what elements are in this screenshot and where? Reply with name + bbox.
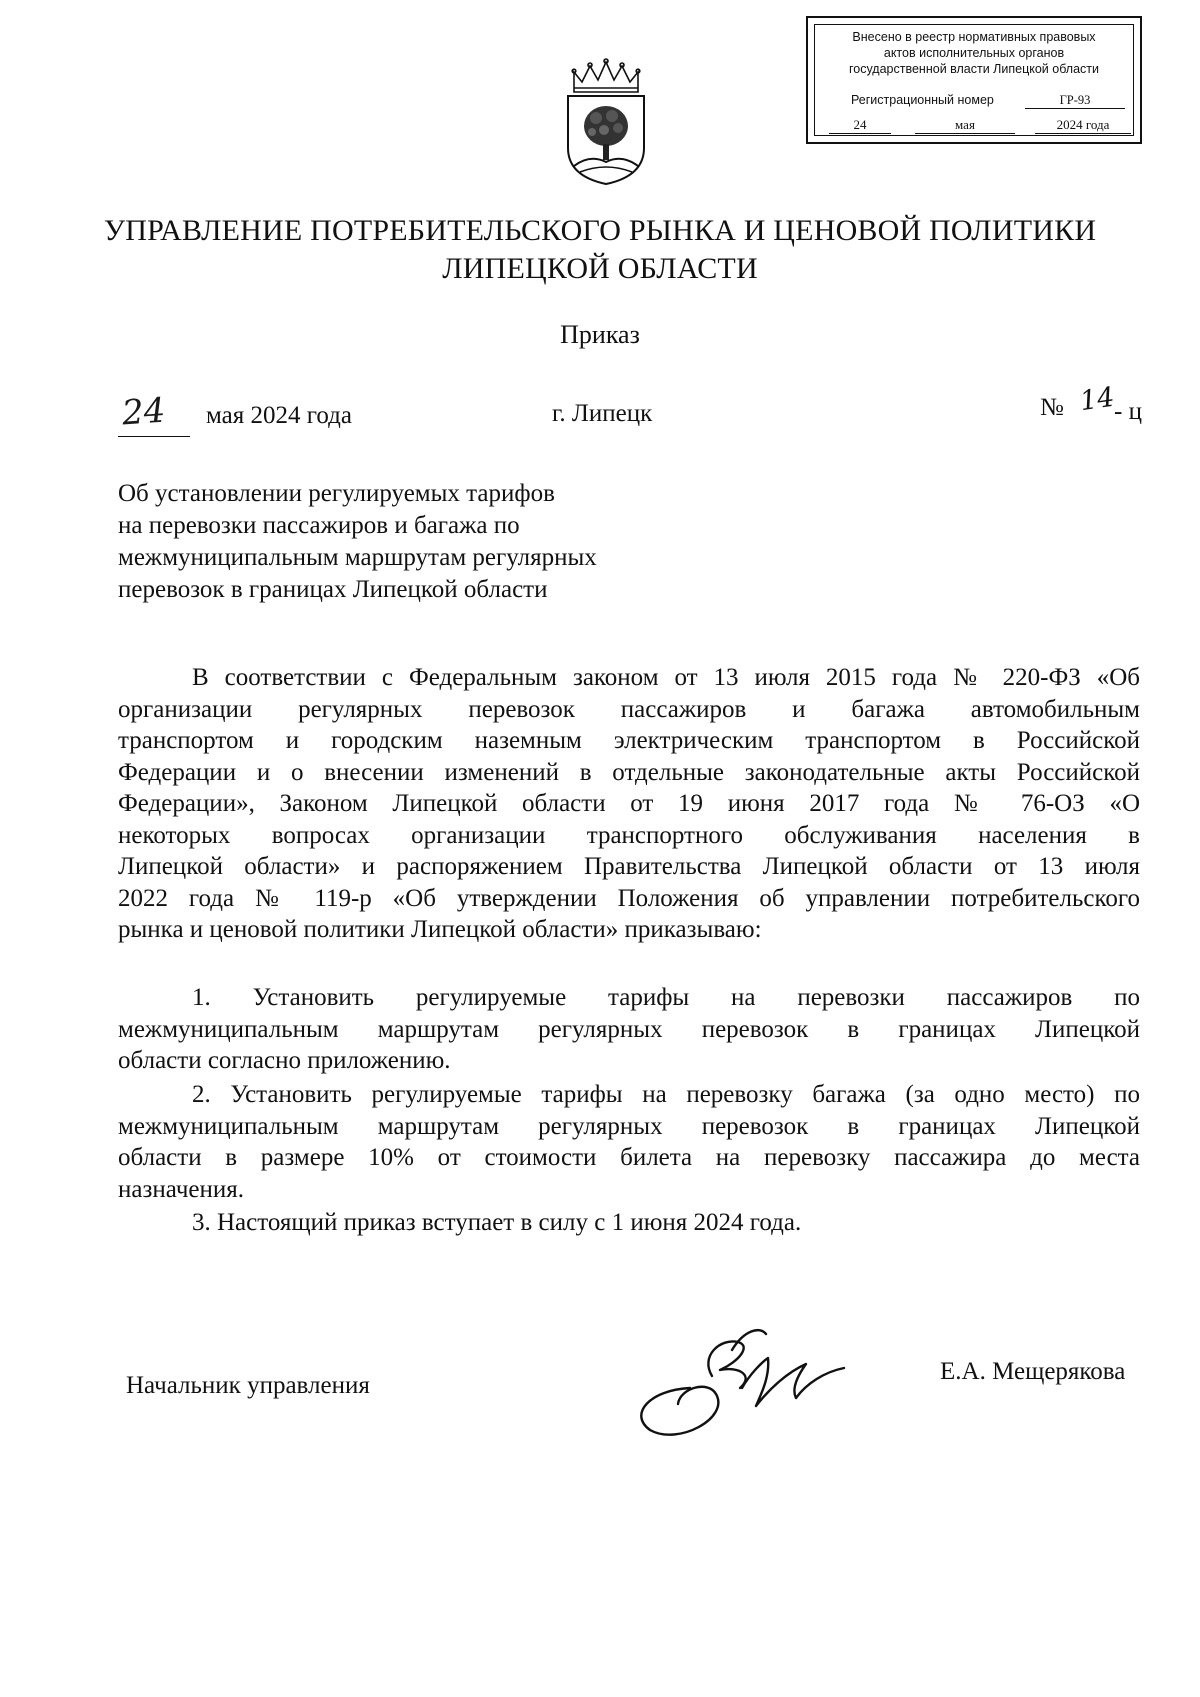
document-type: Приказ (560, 320, 640, 349)
stamp-registration-row (815, 93, 1133, 111)
paragraph-line: транспортом и городским наземным электрическим транспортом в Российской (118, 727, 1140, 754)
stamp-line-3: государственной власти Липецкой области (848, 62, 1100, 76)
stamp-inner-frame (814, 24, 1134, 136)
stamp-date-row (815, 117, 1133, 135)
registry-stamp (806, 16, 1142, 144)
paragraph-line: 1. Установить регулируемые тарифы на перевозки пассажиров по (192, 984, 1140, 1011)
paragraph-line: некоторых вопросах организации транспортного обслуживания населения в (118, 821, 1140, 849)
paragraph-line: 2022 года № 119-р «Об утверждении Положения об управлении потребительского (118, 884, 1140, 912)
stamp-registration-label: Регистрационный номер (851, 93, 994, 107)
subject-line: межмуниципальным маршрутам регулярных (118, 544, 597, 571)
handwritten-day: 24 (120, 390, 167, 434)
paragraph-line: межмуниципальным маршрутам регулярных перевозок в границах Липецкой (118, 1015, 1140, 1043)
paragraph-line: области согласно приложению. (118, 1047, 451, 1074)
order-item-2 (118, 1079, 1140, 1205)
paragraph-line: области в размере 10% от стоимости билета на перевозку пассажира до места (118, 1144, 1140, 1171)
organization-name-line-1: УПРАВЛЕНИЕ ПОТРЕБИТЕЛЬСКОГО РЫНКА И ЦЕНОВОЙ ПОЛИТИКИ (103, 214, 1097, 247)
paragraph-line: Федерации», Законом Липецкой области от 19 июня 2017 года № 76-ОЗ «О (118, 790, 1140, 817)
stamp-registration-number: ГР-93 (1025, 93, 1125, 109)
paragraph-line: В соответствии с Федеральным законом от 13 июля 2015 года № 220-ФЗ «Об (192, 664, 1140, 691)
stamp-day: 24 (829, 117, 891, 134)
subject-line: на перевозки пассажиров и багажа по (118, 512, 520, 539)
paragraph-line: назначения. (118, 1175, 245, 1203)
handwritten-document-number: 14 (1078, 381, 1117, 418)
paragraph-line: рынка и ценовой политики Липецкой области» приказываю: (118, 916, 762, 943)
order-item-3 (118, 1207, 1140, 1239)
order-item-1 (118, 982, 1140, 1077)
stamp-line-1: Внесено в реестр нормативных правовых (852, 30, 1096, 44)
subject-line: перевозок в границах Липецкой области (118, 576, 548, 603)
paragraph-line: межмуниципальным маршрутам регулярных перевозок в границах Липецкой (118, 1112, 1140, 1140)
subject-line: Об установлении регулируемых тарифов (118, 480, 555, 507)
preamble-paragraph (118, 662, 1140, 946)
signatory-name: Е.А. Мещерякова (940, 1358, 1126, 1385)
document-city: г. Липецк (552, 400, 653, 427)
signatory-position: Начальник управления (126, 1372, 370, 1399)
stamp-year: 2024 года (1035, 117, 1131, 134)
organization-name-line-2: ЛИПЕЦКОЙ ОБЛАСТИ (442, 252, 758, 285)
document-number-prefix: № (1040, 394, 1064, 421)
document-number-suffix: - ц (1114, 398, 1142, 425)
stamp-line-2: актов исполнительных органов (883, 46, 1065, 60)
paragraph-line: Липецкой области» и распоряжением Правительства Липецкой области от 13 июля (118, 853, 1140, 880)
paragraph-line: организации регулярных перевозок пассажиров и багажа автомобильным (118, 695, 1140, 723)
date-underline (118, 436, 190, 437)
paragraph-line: 2. Установить регулируемые тарифы на перевозку багажа (за одно место) по (192, 1081, 1140, 1108)
paragraph-line: Федерации и о внесении изменений в отдельные законодательные акты Российской (118, 758, 1140, 786)
document-subject (118, 478, 678, 606)
stamp-month: мая (915, 117, 1015, 134)
document-date: мая 2024 года (206, 402, 352, 429)
lipetsk-coat-of-arms-icon (560, 58, 652, 186)
paragraph-line: 3. Настоящий приказ вступает в силу с 1 июня 2024 года. (192, 1209, 802, 1236)
handwritten-signature-icon (620, 1318, 850, 1438)
